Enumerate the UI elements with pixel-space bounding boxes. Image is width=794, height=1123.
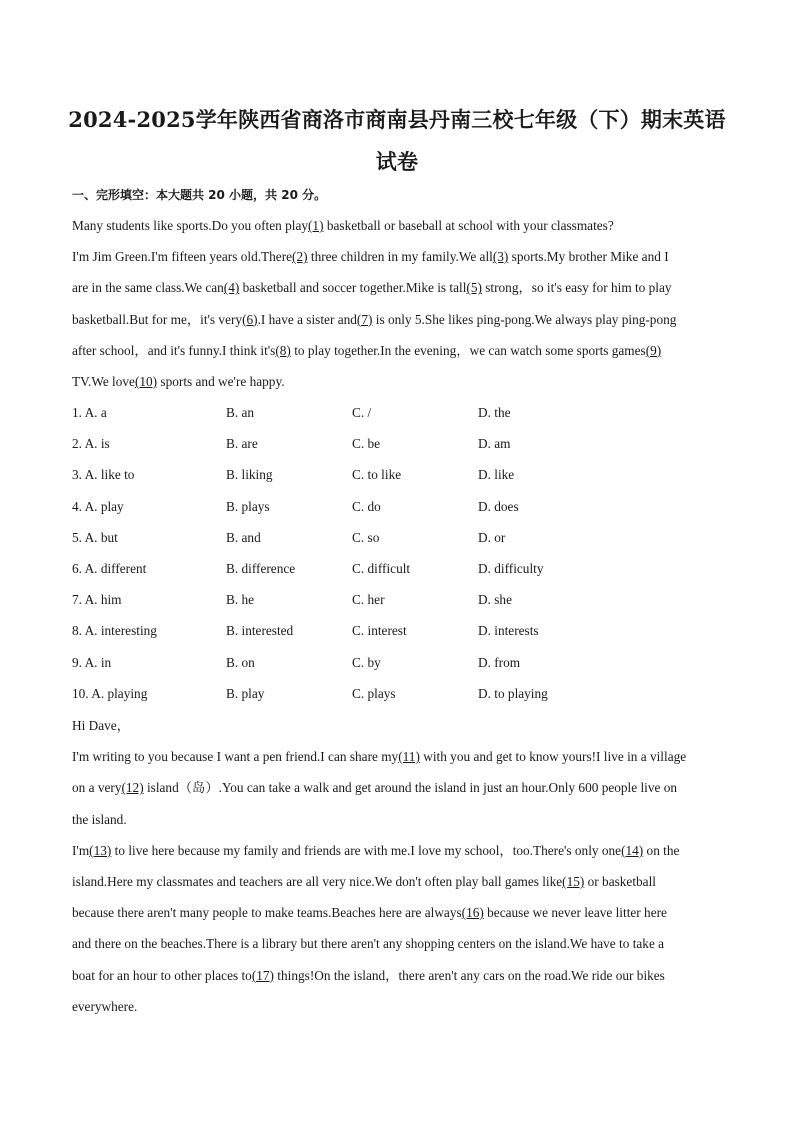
option-d: D. the <box>478 405 511 420</box>
option-a: 9. A. in <box>72 654 112 670</box>
option-b: B. an <box>226 405 255 420</box>
passage-text: because there aren't many people to make teams.Beaches here are always <box>72 905 462 921</box>
passage-text: boat for an hour to other places to <box>72 967 252 983</box>
passage-text: everywhere. <box>72 998 138 1014</box>
blank-number: (17) <box>251 967 274 983</box>
option-b: B. plays <box>226 498 270 514</box>
blank-number: (15) <box>562 874 585 889</box>
passage-text: island（岛）.You can take a walk and get around the island in just an hour.Only 600 people live on <box>143 780 678 796</box>
passage-text: on the <box>643 842 680 858</box>
blank-number: (10) <box>134 374 158 389</box>
passage-1-line <box>72 248 722 266</box>
option-c: C. to like <box>352 467 402 483</box>
passage-text: I'm writing to you because I want a pen friend.I can share my <box>72 749 399 765</box>
passage-text: basketball and soccer together.Mike is tall <box>239 280 467 296</box>
option-a: 8. A. interesting <box>72 623 157 639</box>
passage-text: to live here because my family and friends are with me.I love my school，too.There's only one <box>111 842 622 858</box>
passage-text: on a very <box>72 780 122 796</box>
option-c: C. be <box>352 436 381 452</box>
option-d: D. does <box>478 498 519 514</box>
option-b: B. play <box>226 685 265 701</box>
option-b: B. on <box>226 654 255 670</box>
passage-text: I'm Jim Green.I'm fifteen years old.There <box>72 249 293 265</box>
option-a: 1. A. a <box>72 405 107 420</box>
option-d: D. am <box>478 436 511 452</box>
passage-text: is only 5.She likes ping-pong.We always play ping-pong <box>372 311 677 327</box>
option-d: D. from <box>478 654 521 670</box>
option-a: 5. A. but <box>72 529 118 545</box>
passage-text: things!On the island，there aren't any cars on the road.We ride our bikes <box>273 967 665 983</box>
passage-text: or basketball <box>584 874 656 889</box>
option-a: 6. A. different <box>72 561 147 576</box>
passage-2-line <box>72 748 722 766</box>
option-b: B. and <box>226 529 261 545</box>
blank-number: (6) <box>242 311 258 327</box>
passage-text: TV.We love <box>72 374 135 389</box>
passage-2-line <box>72 811 722 829</box>
option-c: C. by <box>352 654 381 670</box>
option-b: B. he <box>226 592 255 608</box>
option-d: D. interests <box>478 623 539 639</box>
passage-2-line <box>72 717 722 735</box>
blank-number: (8) <box>275 342 291 358</box>
passage-2-line <box>72 904 722 922</box>
passage-text: with you and get to know yours!I live in a village <box>419 749 687 765</box>
option-b: B. interested <box>226 623 294 639</box>
passage-2-line <box>72 873 722 891</box>
passage-text: three children in my family.We all <box>307 249 493 265</box>
option-a: 7. A. him <box>72 592 122 608</box>
option-c: C. her <box>352 592 385 608</box>
passage-text: basketball or baseball at school with your classmates? <box>323 218 614 233</box>
passage-1-line <box>72 217 722 235</box>
exam-title-continued: 试卷 <box>375 149 419 174</box>
passage-text: strong，so it's easy for him to play <box>481 280 672 296</box>
exam-title: 2024-2025学年陕西省商洛市商南县丹南三校七年级（下）期末英语 <box>68 107 726 132</box>
passage-text: after school，and it's funny.I think it's <box>72 342 276 358</box>
passage-text: sports and we're happy. <box>157 374 285 389</box>
option-c: C. / <box>352 405 372 420</box>
passage-text: Hi Dave， <box>72 718 130 733</box>
option-a: 4. A. play <box>72 498 124 514</box>
blank-number: (1) <box>308 218 324 233</box>
blank-number: (9) <box>645 342 662 358</box>
passage-text: island.Here my classmates and teachers are all very nice.We don't often play ball games like <box>72 874 563 889</box>
blank-number: (5) <box>466 280 482 296</box>
blank-number: (12) <box>121 780 144 796</box>
passage-1-line <box>72 342 722 360</box>
passage-text: basketball.But for me，it's very <box>72 311 243 327</box>
passage-1-line <box>72 373 722 391</box>
passage-2-line <box>72 998 722 1016</box>
option-b: B. are <box>226 436 258 452</box>
option-b: B. difference <box>226 561 296 576</box>
passage-2-line <box>72 967 722 985</box>
option-a: 10. A. playing <box>72 685 148 701</box>
option-c: C. interest <box>352 623 407 639</box>
option-c: C. so <box>352 529 380 545</box>
option-d: D. like <box>478 467 515 483</box>
passage-text: and there on the beaches.There is a library but there aren't any shopping centers on the island.We have to take a <box>72 936 665 952</box>
passage-text: to play together.In the evening，we can watch some sports games <box>290 342 646 358</box>
passage-text: I'm <box>72 842 90 858</box>
option-a: 3. A. like to <box>72 467 135 483</box>
option-d: D. or <box>478 529 506 545</box>
section-heading: 一、完形填空：本大题共 20 小题，共 20 分。 <box>72 188 327 202</box>
passage-2-line <box>72 779 722 797</box>
blank-number: (4) <box>223 280 240 296</box>
option-c: C. do <box>352 498 381 514</box>
passage-2-line <box>72 842 722 860</box>
blank-number: (13) <box>89 842 112 858</box>
option-a: 2. A. is <box>72 436 110 452</box>
passage-text: .I have a sister and <box>257 311 357 327</box>
passage-text: Many students like sports.Do you often play <box>72 218 308 233</box>
passage-1-line <box>72 311 722 329</box>
blank-number: (2) <box>292 249 308 265</box>
option-d: D. she <box>478 592 512 608</box>
option-d: D. difficulty <box>478 561 544 576</box>
passage-text: the island. <box>72 811 127 827</box>
option-d: D. to playing <box>478 685 548 701</box>
passage-text: are in the same class.We can <box>72 280 224 296</box>
passage-2-line <box>72 935 722 953</box>
option-b: B. liking <box>226 467 273 483</box>
blank-number: (14) <box>621 842 644 858</box>
blank-number: (3) <box>492 249 509 265</box>
blank-number: (16) <box>461 905 484 921</box>
passage-text: because we never leave litter here <box>483 905 667 921</box>
blank-number: (11) <box>398 749 420 765</box>
passage-1-line <box>72 279 722 297</box>
option-c: C. plays <box>352 685 396 701</box>
passage-text: sports.My brother Mike and I <box>508 249 669 265</box>
blank-number: (7) <box>356 311 373 327</box>
option-c: C. difficult <box>352 561 411 576</box>
